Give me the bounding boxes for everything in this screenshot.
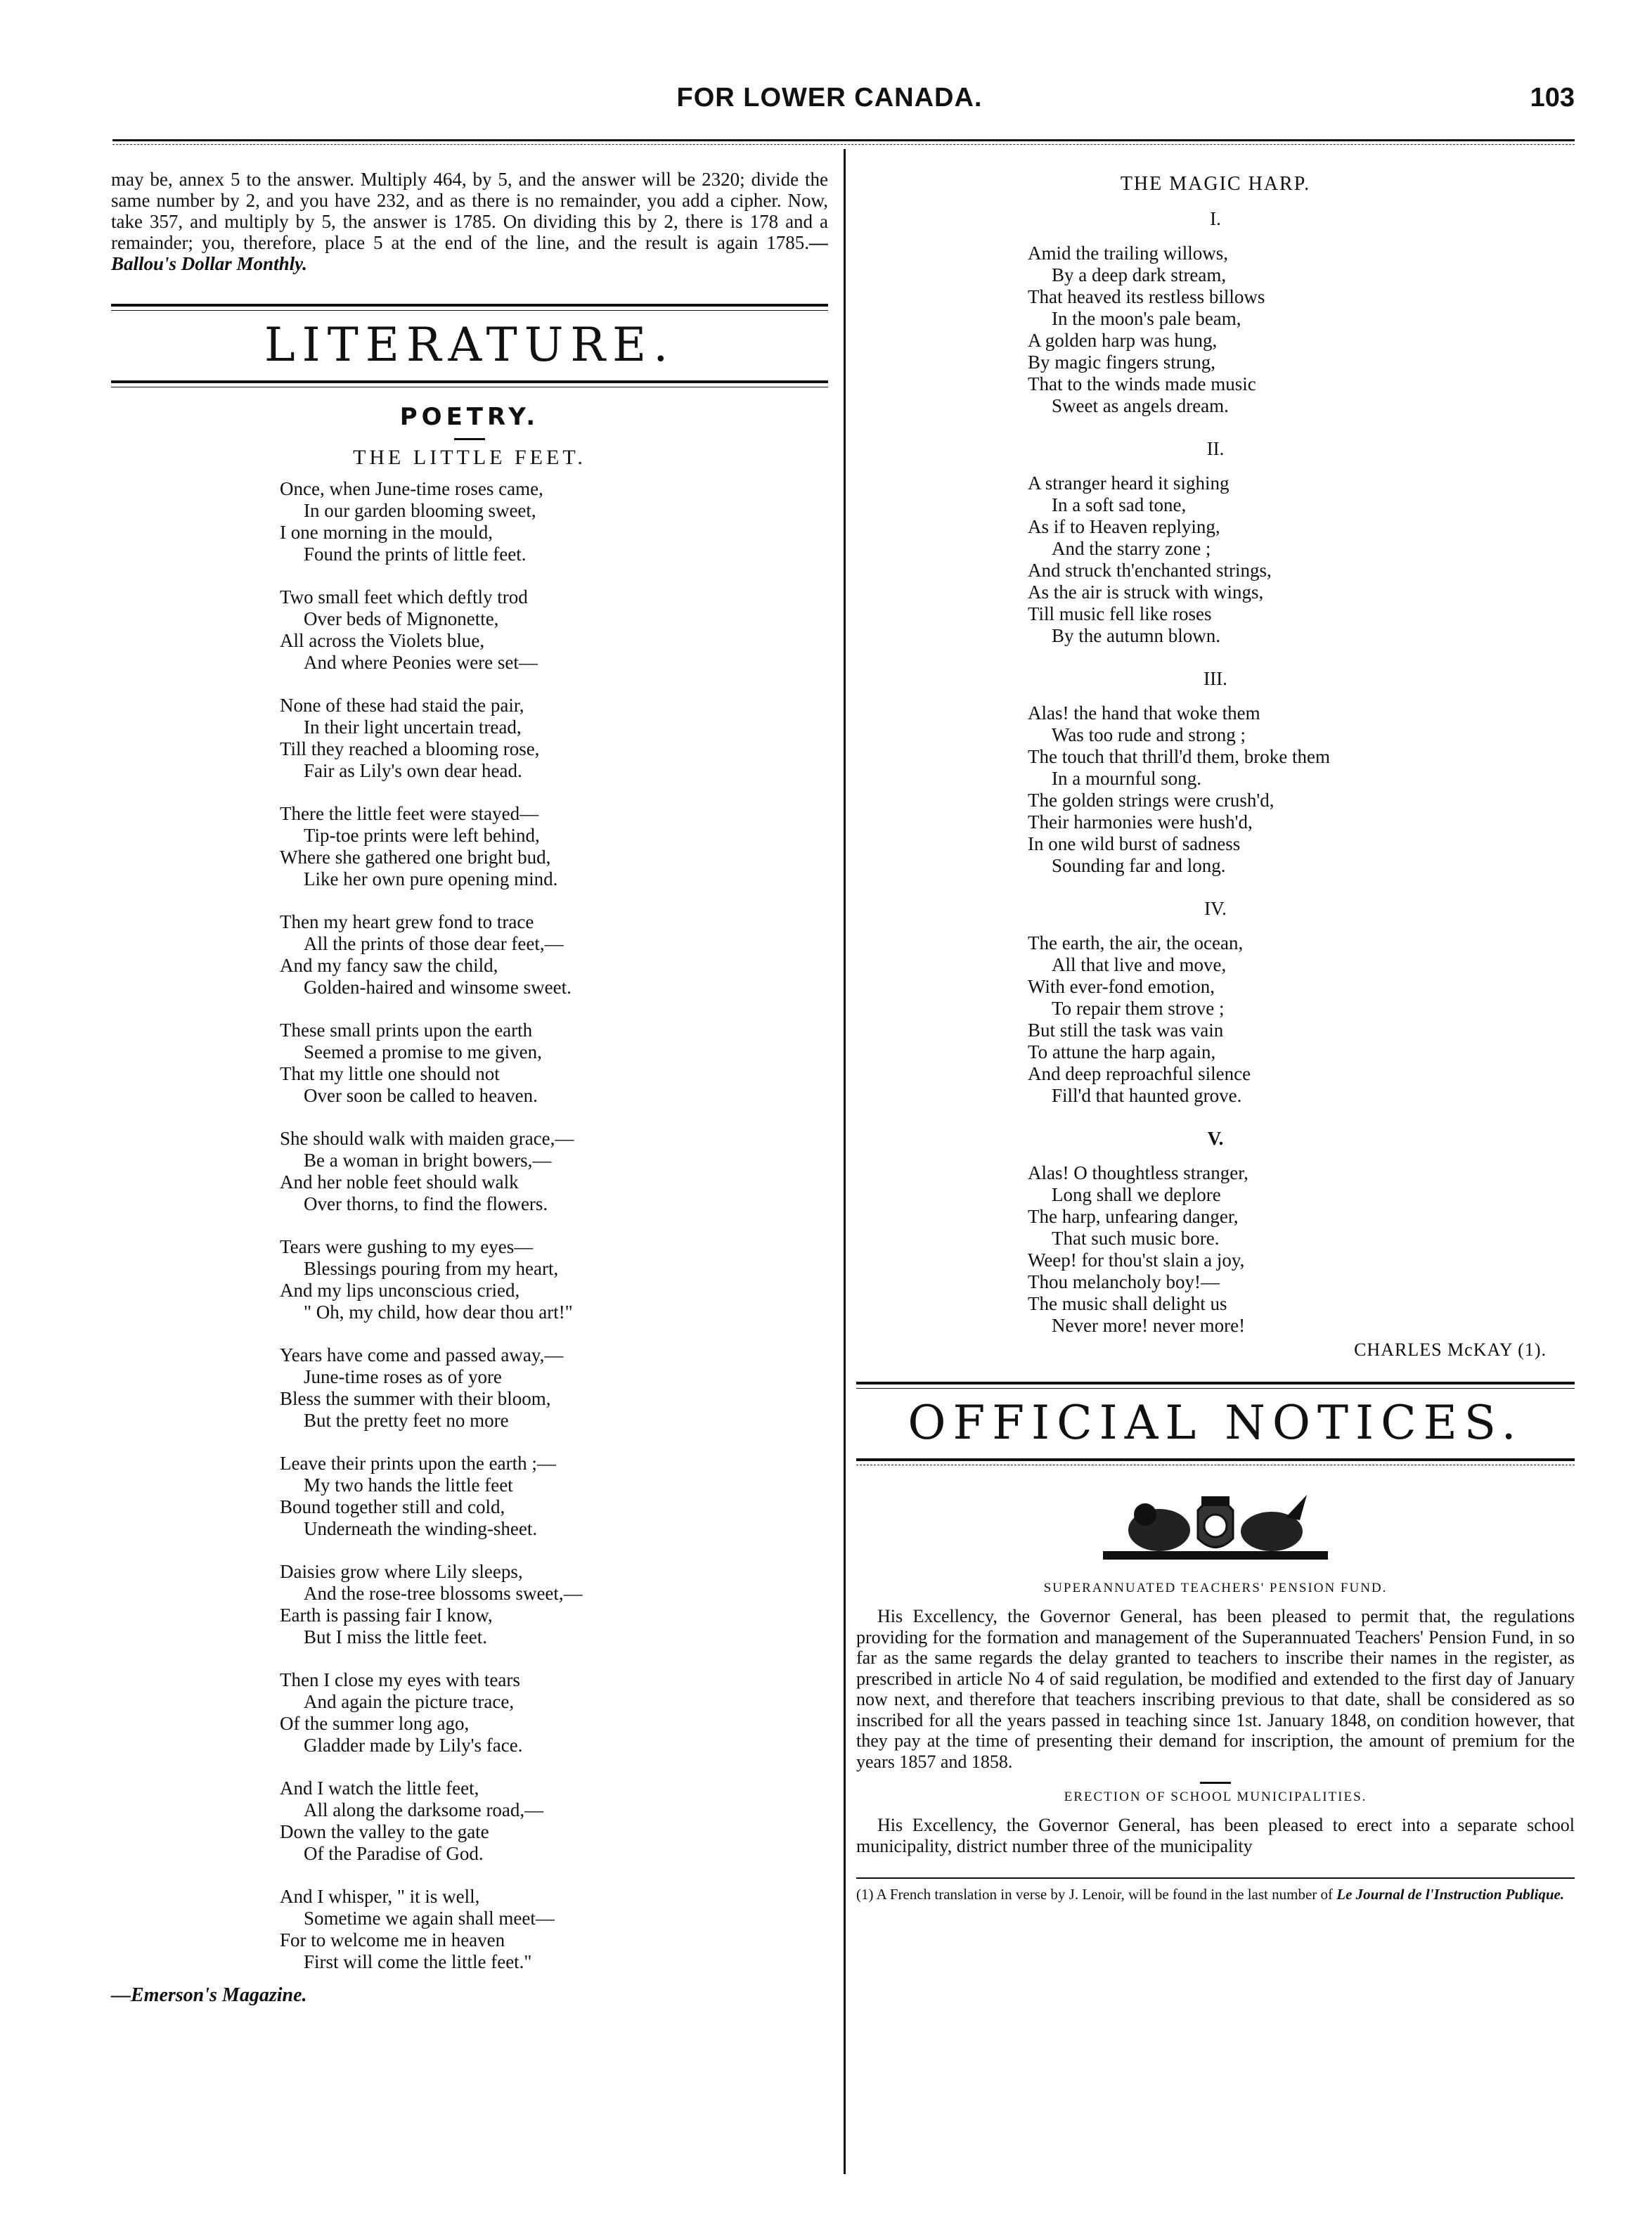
- verse-line: Tip-toe prints were left behind,: [304, 825, 540, 846]
- stanza: [856, 473, 1575, 647]
- verse-line: First will come the little feet.": [304, 1951, 532, 1972]
- page-header: [84, 83, 1575, 125]
- verse-line: Then I close my eyes with tears: [280, 1669, 520, 1690]
- verse-line: For to welcome me in heaven: [280, 1929, 505, 1951]
- verse-line: By a deep dark stream,: [1052, 264, 1227, 285]
- verse-line: The golden strings were crush'd,: [1028, 790, 1275, 811]
- verse-line: Be a woman in bright bowers,—: [304, 1150, 552, 1171]
- verse-line: None of these had staid the pair,: [280, 695, 524, 716]
- verse-line: By magic fingers strung,: [1028, 352, 1215, 373]
- verse-line: Fill'd that haunted grove.: [1052, 1085, 1242, 1106]
- stanza: [856, 702, 1575, 877]
- verse-line: All across the Violets blue,: [280, 630, 485, 651]
- verse-line: And my fancy saw the child,: [280, 955, 498, 976]
- column-divider: [844, 149, 846, 2174]
- footnote-journal: Le Journal de l'Instruction Publique.: [1336, 1886, 1565, 1903]
- verse-line: Gladder made by Lily's face.: [304, 1735, 523, 1756]
- verse-line: To repair them strove ;: [1052, 998, 1225, 1019]
- verse-line: That my little one should not: [280, 1063, 500, 1084]
- footnote: [856, 1886, 1575, 1903]
- verse-line: Alas! the hand that woke them: [1028, 702, 1260, 724]
- section-rule-bottom: [856, 1458, 1575, 1465]
- section-rule-top: [856, 1382, 1575, 1389]
- stanza: [280, 478, 828, 565]
- verse-line: Fair as Lily's own dear head.: [304, 760, 522, 781]
- verse-line: Tears were gushing to my eyes—: [280, 1236, 534, 1257]
- verse-line: The touch that thrill'd them, broke them: [1028, 746, 1331, 767]
- notice-heading-municipalities: ERECTION OF SCHOOL MUNICIPALITIES.: [1064, 1790, 1367, 1804]
- stanza: [280, 1128, 828, 1215]
- verse-line: Seemed a promise to me given,: [304, 1041, 542, 1062]
- verse-line: Of the summer long ago,: [280, 1713, 470, 1734]
- stanza: [280, 1669, 828, 1756]
- verse-line: In the moon's pale beam,: [1052, 308, 1241, 329]
- verse-line: As if to Heaven replying,: [1028, 516, 1220, 537]
- royal-coat-of-arms-icon: [1096, 1489, 1335, 1567]
- part-numeral: V.: [1207, 1128, 1224, 1149]
- verse-line: Over soon be called to heaven.: [304, 1085, 538, 1106]
- verse-line: And the rose-tree blossoms sweet,—: [304, 1583, 583, 1604]
- verse-line: And again the picture trace,: [304, 1691, 515, 1712]
- running-title: FOR LOWER CANADA.: [676, 83, 983, 113]
- verse-line: Bless the summer with their bloom,: [280, 1388, 551, 1409]
- verse-line: Thou melancholy boy!—: [1028, 1271, 1220, 1292]
- verse-line: Over beds of Mignonette,: [304, 608, 499, 629]
- notice-body-pension: His Excellency, the Governor General, has been pleased to permit that, the regulations providing for the formation and management of the Superannuated Teachers' Pension Fund, in so far as the same regards the delay granted to teachers to inscribe their names in the register, as prescribed in article No 4 of said regulation, be modified and extended to the first day of January now next, and therefore that teachers inscribing previous to that date, shall be considered as so inscribed for all the years passed in teaching since 1st. January 1848, on condition however, that they pay at the time of presenting their demand for inscription, the amount of premium for the years 1857 and 1858.: [856, 1606, 1575, 1772]
- verse-line: These small prints upon the earth: [280, 1020, 533, 1041]
- verse-line: Amid the trailing willows,: [1028, 243, 1228, 264]
- section-rule-bottom: [111, 380, 828, 387]
- stanza: [280, 1778, 828, 1865]
- verse-line: The harp, unfearing danger,: [1028, 1206, 1239, 1227]
- stanza: [280, 1561, 828, 1648]
- dash-divider: [1200, 1782, 1231, 1784]
- verse-line: Bound together still and cold,: [280, 1496, 505, 1517]
- verse-line: And her noble feet should walk: [280, 1171, 519, 1193]
- verse-line: Earth is passing fair I know,: [280, 1605, 493, 1626]
- verse-line: Down the valley to the gate: [280, 1821, 489, 1842]
- part-numeral: I.: [1210, 208, 1221, 229]
- page-number: 103: [1530, 83, 1575, 113]
- stanza: [280, 1236, 828, 1323]
- verse-line: Two small feet which deftly trod: [280, 586, 528, 608]
- verse-line: Sometime we again shall meet—: [304, 1908, 555, 1929]
- verse-line: Never more! never more!: [1052, 1315, 1246, 1336]
- stanza: [280, 695, 828, 782]
- verse-line: Years have come and passed away,—: [280, 1344, 564, 1366]
- verse-line: Sweet as angels dream.: [1052, 395, 1229, 416]
- poem-title-magic-harp: THE MAGIC HARP.: [1120, 173, 1311, 195]
- verse-line: All the prints of those dear feet,—: [304, 933, 564, 954]
- verse-line: And struck th'enchanted strings,: [1028, 560, 1272, 581]
- stanza: [856, 1162, 1575, 1337]
- notice-heading-pension: SUPERANNUATED TEACHERS' PENSION FUND.: [1043, 1581, 1388, 1595]
- right-column: [856, 169, 1575, 1903]
- verse-line: Alas! O thoughtless stranger,: [1028, 1162, 1248, 1183]
- stanza: [280, 1344, 828, 1432]
- verse-line: " Oh, my child, how dear thou art!": [304, 1302, 573, 1323]
- verse-line: As the air is struck with wings,: [1028, 582, 1264, 603]
- verse-line: With ever-fond emotion,: [1028, 976, 1215, 997]
- verse-line: That such music bore.: [1052, 1228, 1220, 1249]
- verse-line: And deep reproachful silence: [1028, 1063, 1251, 1084]
- stanza: [280, 803, 828, 890]
- poem-attribution: CHARLES McKAY (1).: [1354, 1339, 1547, 1360]
- part-numeral: II.: [1206, 438, 1225, 459]
- verse-line: In our garden blooming sweet,: [304, 500, 536, 521]
- verse-line: In their light uncertain tread,: [304, 717, 522, 738]
- verse-line: In one wild burst of sadness: [1028, 833, 1241, 854]
- verse-line: And the starry zone ;: [1052, 538, 1211, 559]
- verse-line: Daisies grow where Lily sleeps,: [280, 1561, 523, 1582]
- poem-little-feet: [111, 478, 828, 1973]
- header-rule: [112, 139, 1575, 141]
- poem-title-little-feet: THE LITTLE FEET.: [353, 446, 586, 469]
- poem-attribution: —Emerson's Magazine.: [111, 1984, 307, 2006]
- verse-line: But still the task was vain: [1028, 1020, 1224, 1041]
- prose-source: —Ballou's Dollar Monthly.: [111, 232, 828, 274]
- section-rule-top: [111, 304, 828, 311]
- verse-line: By the autumn blown.: [1052, 625, 1220, 646]
- verse-line: Long shall we deplore: [1052, 1184, 1221, 1205]
- prose-text: may be, annex 5 to the answer. Multiply 464, by 5, and the answer will be 2320; divide the same number by 2, and you have 232, and as there is no remainder, you add a cipher. Now, take 357, and multiply by 5, the answer is 1785. On dividing this by 2, there is 178 and a remainder; you, therefore, place 5 at the end of the line, and the result is again 1785.: [111, 169, 828, 253]
- verse-line: And where Peonies were set—: [304, 652, 538, 673]
- verse-line: Blessings pouring from my heart,: [304, 1258, 559, 1279]
- footnote-text: (1) A French translation in verse by J. Lenoir, will be found in the last number of: [856, 1886, 1334, 1903]
- verse-line: All that live and move,: [1052, 954, 1227, 975]
- verse-line: Like her own pure opening mind.: [304, 868, 558, 889]
- verse-line: There the little feet were stayed—: [280, 803, 539, 824]
- verse-line: Was too rude and strong ;: [1052, 724, 1246, 745]
- part-numeral: IV.: [1204, 898, 1227, 919]
- verse-line: Sounding far and long.: [1052, 855, 1226, 876]
- stanza: [280, 586, 828, 674]
- verse-line: But the pretty feet no more: [304, 1410, 509, 1431]
- verse-line: Once, when June-time roses came,: [280, 478, 543, 499]
- verse-line: In a mournful song.: [1052, 768, 1201, 789]
- verse-line: The music shall delight us: [1028, 1293, 1227, 1314]
- verse-line: Then my heart grew fond to trace: [280, 911, 534, 932]
- verse-line: Till they reached a blooming rose,: [280, 738, 540, 759]
- dash-divider: [454, 438, 485, 440]
- verse-line: My two hands the little feet: [304, 1474, 513, 1496]
- verse-line: To attune the harp again,: [1028, 1041, 1216, 1062]
- verse-line: Where she gathered one bright bud,: [280, 847, 551, 868]
- stanza: [856, 243, 1575, 417]
- poem-magic-harp: [856, 208, 1575, 1337]
- notice-body-municipalities: His Excellency, the Governor General, has been pleased to erect into a separate school municipality, district number three of the municipality: [856, 1815, 1575, 1856]
- stanza: [856, 932, 1575, 1107]
- subsection-poetry: POETRY.: [399, 403, 540, 431]
- verse-line: All along the darksome road,—: [304, 1799, 544, 1820]
- verse-line: June-time roses as of yore: [304, 1366, 502, 1387]
- part-numeral: III.: [1203, 668, 1227, 689]
- verse-line: Weep! for thou'st slain a joy,: [1028, 1249, 1245, 1271]
- section-title-literature: LITERATURE.: [264, 318, 676, 372]
- footnote-rule: [856, 1877, 1575, 1879]
- verse-line: Their harmonies were hush'd,: [1028, 811, 1253, 833]
- verse-line: And I watch the little feet,: [280, 1778, 479, 1799]
- stanza: [280, 1020, 828, 1107]
- verse-line: A stranger heard it sighing: [1028, 473, 1230, 494]
- verse-line: In a soft sad tone,: [1052, 494, 1187, 515]
- verse-line: I one morning in the mould,: [280, 522, 493, 543]
- left-column: [111, 169, 828, 2007]
- verse-line: That to the winds made music: [1028, 373, 1256, 394]
- header-rule-dashed: [112, 144, 1575, 145]
- verse-line: Over thorns, to find the flowers.: [304, 1193, 548, 1214]
- stanza: [280, 911, 828, 998]
- verse-line: Golden-haired and winsome sweet.: [304, 977, 572, 998]
- section-title-official-notices: OFFICIAL NOTICES.: [908, 1396, 1523, 1450]
- verse-line: Of the Paradise of God.: [304, 1843, 484, 1864]
- arithmetic-prose: [111, 169, 828, 274]
- verse-line: The earth, the air, the ocean,: [1028, 932, 1244, 953]
- verse-line: She should walk with maiden grace,—: [280, 1128, 574, 1149]
- verse-line: And my lips unconscious cried,: [280, 1280, 520, 1301]
- verse-line: Till music fell like roses: [1028, 603, 1212, 624]
- verse-line: Underneath the winding-sheet.: [304, 1518, 538, 1539]
- verse-line: Found the prints of little feet.: [304, 544, 527, 565]
- verse-line: And I whisper, " it is well,: [280, 1886, 480, 1907]
- verse-line: But I miss the little feet.: [304, 1626, 487, 1647]
- verse-line: A golden harp was hung,: [1028, 330, 1218, 351]
- verse-line: That heaved its restless billows: [1028, 286, 1265, 307]
- stanza: [280, 1886, 828, 1973]
- stanza: [280, 1453, 828, 1540]
- verse-line: Leave their prints upon the earth ;—: [280, 1453, 556, 1474]
